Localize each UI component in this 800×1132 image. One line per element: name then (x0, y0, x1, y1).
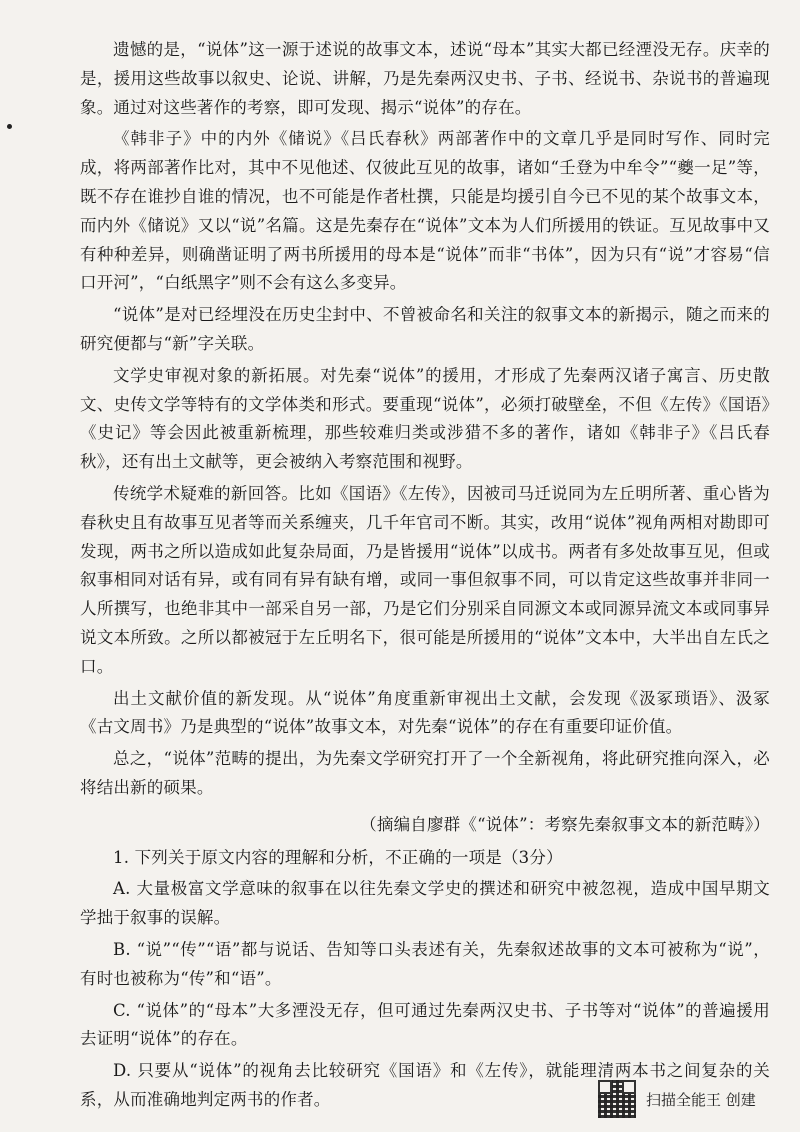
watermark-label: 扫描全能王 创建 (646, 1090, 756, 1109)
option-d: D. 只要从“说体”的视角去比较研究《国语》和《左传》，就能理清两本书之间复杂的关系，从而准确地判定两书的作者。 (80, 1061, 770, 1109)
option-a: A. 大量极富文学意味的叙事在以往先秦文学史的撰述和研究中被忽视，造成中国早期文学拙于叙事的误解。 (80, 879, 770, 928)
paragraph-3: “说体”是对已经埋没在历史尘封中、不曾被命名和关注的叙事文本的新揭示，随之而来的研究便都与“新”字关联。 (80, 305, 770, 353)
qr-code-icon (598, 1080, 636, 1118)
option-b: B. “说”“传”“语”都与说话、告知等口头表述有关，先秦叙述故事的文本可被称为“说”，有时也被称为“传”和“语”。 (80, 939, 770, 988)
source-citation: （摘编自廖群《“说体”：考察先秦叙事文本的新范畴》） (360, 814, 770, 834)
margin-dot (7, 124, 12, 129)
paragraph-2: 《韩非子》中的内外《储说》《吕氏春秋》两部著作中的文章几乎是同时写作、同时完成，将两部著作比对，其中不见他述、仅彼此互见的故事，诸如“壬登为中牟令”“夔一足”等，既不存在谁抄自谁的情况，也不可能是作者杜撰，只能是均援引自今已不见的某个故事文本，而内外《储说》又以“说”名篇。这是先秦存在“说体”文本为人们所援用的铁证。互见故事中又有种种差异，则确凿证明了两书所援用的母本是“说体”而非“书体”，因为只有“说”才容易“信口开河”，“白纸黑字”则不会有这么多变异。 (80, 129, 770, 293)
paragraph-6: 出土文献价值的新发现。从“说体”角度重新审视出土文献，会发现《汲冢琐语》、汲冢《古文周书》乃是典型的“说体”故事文本，对先秦“说体”的存在有重要印证价值。 (80, 688, 770, 737)
option-c: C. “说体”的“母本”大多湮没无存，但可通过先秦两汉史书、子书等对“说体”的普遍援用去证明“说体”的存在。 (80, 1000, 770, 1049)
paragraph-4: 文学史审视对象的新拓展。对先秦“说体”的援用，才形成了先秦两汉诸子寓言、历史散文、史传文学等特有的文学体类和形式。要重现“说体”，必须打破壁垒，不但《左传》《国语》《史记》等会因此被重新梳理，那些较难归类或涉猎不多的著作，诸如《韩非子》《吕氏春秋》，还有出土文献等，更会被纳入考察范围和视野。 (80, 365, 770, 472)
paragraph-5: 传统学术疑难的新回答。比如《国语》《左传》，因被司马迁说同为左丘明所著、重心皆为春秋史且有故事互见者等而关系缠夹，几千年官司不断。其实，改用“说体”视角两相对勘即可发现，两书之所以造成如此复杂局面，乃是皆援用“说体”以成书。两者有多处故事互见，但或叙事相同对话有异，或有同有异有缺有增，或同一事但叙事不同，可以肯定这些故事并非同一人所撰写，也绝非其中一部采自另一部，乃是它们分别采自同源文本或同源异流文本或同事异说文本所致。之所以都被冠于左丘明名下，很可能是所援用的“说体”文本中，大半出自左氏之口。 (80, 483, 770, 676)
question-stem: 1. 下列关于原文内容的理解和分析，不正确的一项是（3分） (113, 847, 563, 867)
document-page (80, 36, 770, 1115)
scanner-watermark (598, 1080, 756, 1118)
paragraph-1: 遗憾的是，“说体”这一源于述说的故事文本，述说“母本”其实大都已经湮没无存。庆幸的是，援用这些故事以叙史、论说、讲解，乃是先秦两汉史书、子书、经说书、杂说书的普遍现象。通过对这些著作的考察，即可发现、揭示“说体”的存在。 (80, 40, 770, 117)
paragraph-7: 总之，“说体”范畴的提出，为先秦文学研究打开了一个全新视角，将此研究推向深入，必将结出新的硕果。 (80, 749, 770, 797)
